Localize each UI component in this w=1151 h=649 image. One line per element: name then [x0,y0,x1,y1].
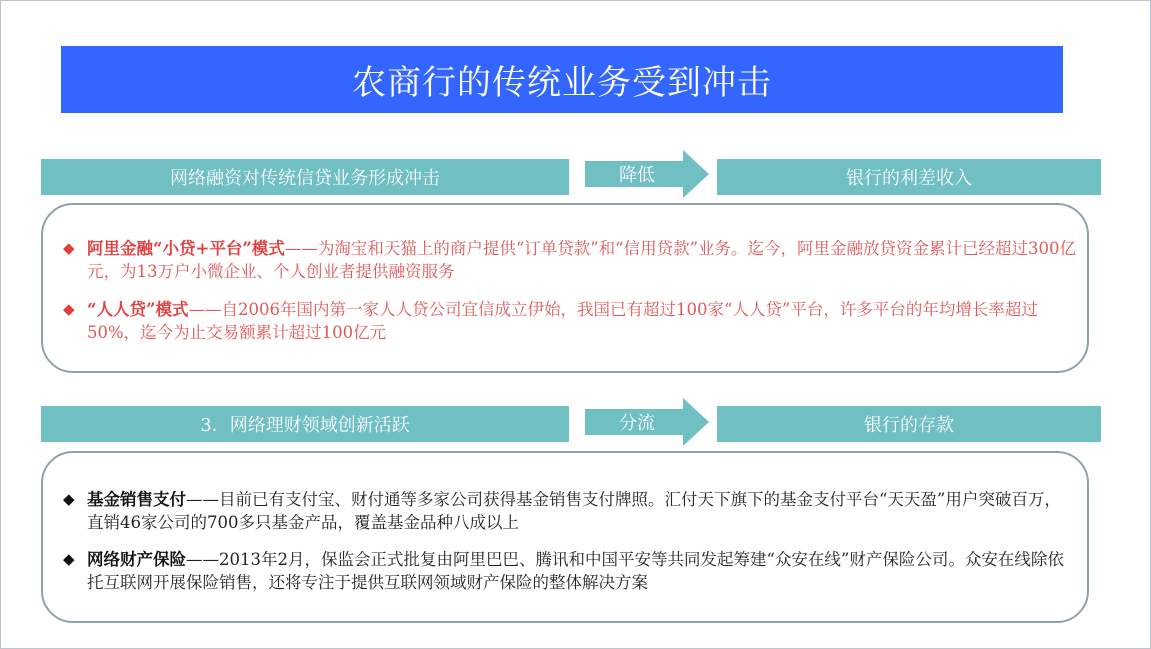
list-item-head: 基金销售支付 [87,490,186,509]
list-item-head: “人人贷”模式 [87,300,189,319]
section2-arrow [585,398,709,446]
section1-right-label: 银行的利差收入 [717,159,1101,195]
diamond-bullet-icon: ◆ [63,490,75,508]
list-item-head: 网络财产保险 [87,550,186,569]
list-item-text [87,548,1077,594]
list-item-text [87,298,1077,344]
section1-panel [41,203,1089,373]
diamond-bullet-icon: ◆ [63,550,75,568]
page-title: 农商行的传统业务受到冲击 [61,46,1063,113]
list-item-body: ——目前已有支付宝、财付通等多家公司获得基金销售支付牌照。汇付天下旗下的基金支付平台“天天盈”用户突破百万，直销46家公司的700多只基金产品，覆盖基金品种八成以上 [87,490,1061,532]
list-item-body: ——自2006年国内第一家人人贷公司宜信成立伊始，我国已有超过100家“人人贷”平台，许多平台的年均增长率超过50%，迄今为止交易额累计超过100亿元 [87,300,1038,342]
list-item-head: 阿里金融“小贷+平台”模式 [87,239,285,258]
section2-arrow-label: 分流 [619,413,655,434]
section1-arrow [585,150,709,198]
list-item-text [87,237,1077,283]
list-item-text [87,488,1077,534]
section2-panel [41,451,1089,623]
section2-right-label: 银行的存款 [717,406,1101,442]
diamond-bullet-icon: ◆ [63,239,75,257]
list-item-body: ——2013年2月，保监会正式批复由阿里巴巴、腾讯和中国平安等共同发起筹建“众安在线”财产保险公司。众安在线除依托互联网开展保险销售，还将专注于提供互联网领域财产保险的整体解决方案 [87,550,1064,592]
section1-arrow-label: 降低 [619,165,655,186]
section2-left-label: 3．网络理财领域创新活跃 [41,406,569,442]
section1-left-label: 网络融资对传统信贷业务形成冲击 [41,159,569,195]
diamond-bullet-icon: ◆ [63,300,75,318]
list-item-body: ——为淘宝和天猫上的商户提供“订单贷款”和“信用贷款”业务。迄今，阿里金融放贷资金累计已经超过300亿元，为13万户小微企业、个人创业者提供融资服务 [87,239,1077,281]
